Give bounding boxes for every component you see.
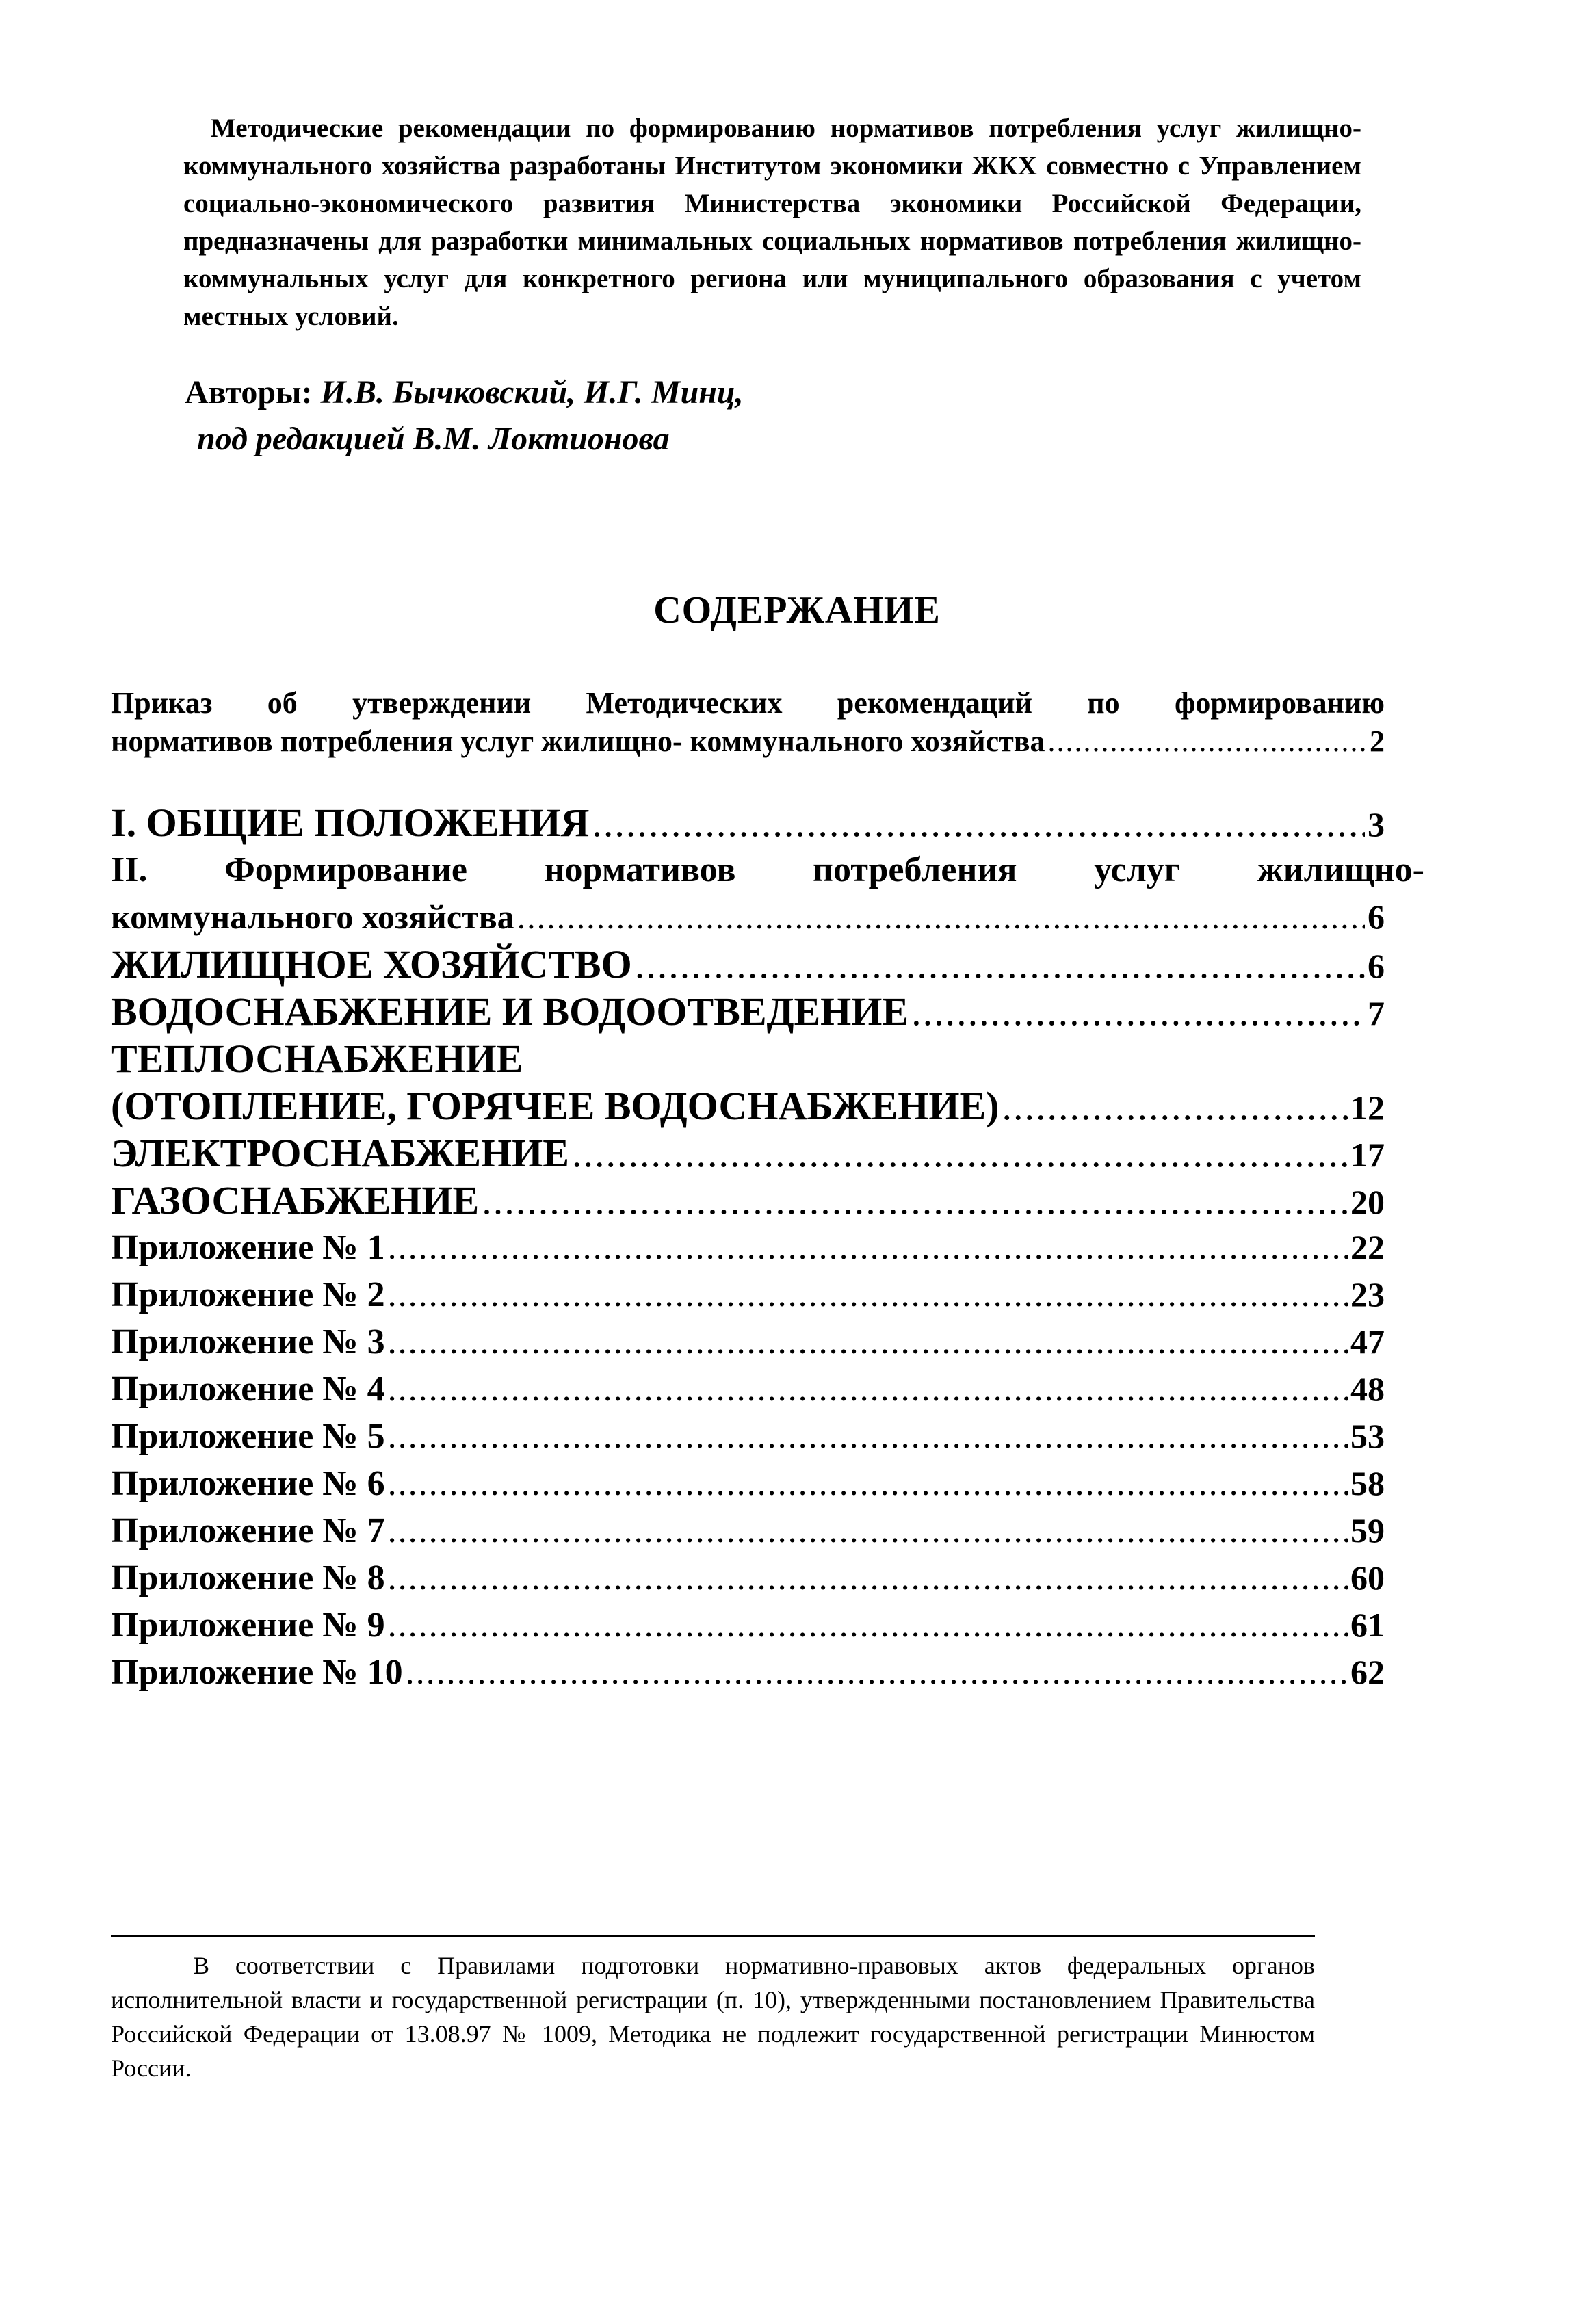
toc-order-page: 2 <box>1370 724 1385 758</box>
toc-entry[interactable] <box>111 1082 1385 1130</box>
leader-dots <box>635 941 1365 988</box>
toc-entry-page: 6 <box>1368 898 1385 936</box>
authors-label: Авторы: <box>185 374 313 410</box>
toc-appendix[interactable] <box>111 1318 1385 1366</box>
leader-dots <box>1002 1082 1348 1130</box>
leader-dots <box>388 1602 1348 1649</box>
toc-appendix[interactable] <box>111 1460 1385 1507</box>
toc-appendix[interactable] <box>111 1554 1385 1602</box>
toc-entry-page: 6 <box>1368 947 1385 985</box>
toc-appendix-page: 61 <box>1350 1606 1385 1644</box>
toc-order-word: рекомендаций <box>837 686 1032 720</box>
leader-dots <box>388 1413 1348 1460</box>
toc-appendix-page: 53 <box>1350 1417 1385 1455</box>
toc-section2-word: II. <box>111 850 148 889</box>
leader-dots <box>517 893 1365 941</box>
leader-dots <box>1047 722 1367 761</box>
toc-entry-page: 7 <box>1368 994 1385 1032</box>
toc-section2-line1[interactable] <box>111 846 1424 893</box>
toc-appendix-title: Приложение № 7 <box>111 1511 385 1550</box>
leader-dots <box>388 1224 1348 1271</box>
toc-order-word: Методических <box>586 686 783 720</box>
toc-appendix[interactable] <box>111 1366 1385 1413</box>
footnote: В соответствии с Правилами подготовки нормативно-правовых актов федеральных органов исполнительной власти и государственной регистрации (п. 10), утвержденными постановлением Правительства Российской Федерации от 13.08.97 № 1009, Методика не подлежит государственной регистрации Минюстом России. <box>111 1952 1315 2082</box>
toc-entry[interactable] <box>111 941 1385 988</box>
toc-appendix-title: Приложение № 10 <box>111 1653 403 1692</box>
leader-dots <box>388 1366 1348 1413</box>
toc-appendix-page: 58 <box>1350 1464 1385 1502</box>
toc-appendix[interactable] <box>111 1649 1385 1696</box>
authors-block <box>185 369 744 462</box>
toc-entry-title: I. ОБЩИЕ ПОЛОЖЕНИЯ <box>111 800 590 845</box>
toc-order-word: по <box>1087 686 1120 720</box>
toc-order-word: Приказ <box>111 686 213 720</box>
leader-dots <box>482 1177 1348 1224</box>
toc-entry-title: (ОТОПЛЕНИЕ, ГОРЯЧЕЕ ВОДОСНАБЖЕНИЕ) <box>111 1084 999 1128</box>
toc-section2-word: потребления <box>813 850 1017 889</box>
toc-appendix-title: Приложение № 1 <box>111 1228 385 1267</box>
toc-appendix-page: 23 <box>1350 1275 1385 1314</box>
toc-entry[interactable] <box>111 1177 1385 1224</box>
toc-appendix-title: Приложение № 6 <box>111 1464 385 1503</box>
leader-dots <box>388 1460 1348 1507</box>
toc-entry[interactable] <box>111 988 1385 1035</box>
toc-appendix[interactable] <box>111 1507 1385 1554</box>
authors-line <box>185 369 744 416</box>
toc-appendix-page: 59 <box>1350 1511 1385 1550</box>
toc-order-word: утверждении <box>352 686 532 720</box>
leader-dots <box>388 1554 1348 1602</box>
toc-appendix-page: 48 <box>1350 1370 1385 1408</box>
toc-entry-page: 3 <box>1368 805 1385 844</box>
toc-entry-title: ВОДОСНАБЖЕНИЕ И ВОДООТВЕДЕНИЕ <box>111 989 909 1034</box>
leader-dots <box>406 1649 1348 1696</box>
toc-section2-word: Формирование <box>224 850 467 889</box>
intro-paragraph: Методические рекомендации по формированию нормативов потребления услуг жилищно-коммунального хозяйства разработаны Институтом экономики ЖКХ совместно с Управлением социально-экономического развития Министерства экономики Российской Федерации, предназначены для разработки минимальных социальных нормативов потребления жилищно-коммунальных услуг для конкретного региона или муниципального образования с учетом местных условий. <box>183 114 1361 331</box>
toc-section2-word: услуг <box>1094 850 1181 889</box>
toc-appendix-title: Приложение № 9 <box>111 1606 385 1645</box>
leader-dots <box>911 988 1365 1035</box>
toc-section2-word: жилищно- <box>1257 850 1424 889</box>
toc-order-word: формированию <box>1174 686 1385 720</box>
toc-appendix-title: Приложение № 3 <box>111 1322 385 1361</box>
toc-appendix-title: Приложение № 4 <box>111 1370 385 1409</box>
toc-appendix-page: 62 <box>1350 1653 1385 1691</box>
toc-order-line1 <box>111 684 1385 722</box>
toc-section2-word: нормативов <box>544 850 736 889</box>
toc-entry[interactable] <box>111 893 1385 941</box>
toc-entry-title: ГАЗОСНАБЖЕНИЕ <box>111 1178 480 1223</box>
toc-order-line2 <box>111 722 1385 761</box>
toc-order-title: нормативов потребления услуг жилищно- коммунального хозяйства <box>111 724 1045 758</box>
toc-order-word: об <box>267 686 298 720</box>
toc-appendix-page: 47 <box>1350 1322 1385 1361</box>
toc-entry-title: коммунального хозяйства <box>111 898 514 936</box>
authors-names: И.В. Бычковский, И.Г. Минц, <box>320 374 744 410</box>
toc-order-entry[interactable] <box>111 684 1385 761</box>
toc-appendix-page: 22 <box>1350 1228 1385 1266</box>
toc-appendix[interactable] <box>111 1224 1385 1271</box>
toc-heading: СОДЕРЖАНИЕ <box>653 589 941 631</box>
leader-dots <box>388 1271 1348 1318</box>
toc-appendix-title: Приложение № 5 <box>111 1417 385 1456</box>
toc-entry-title: ЭЛЕКТРОСНАБЖЕНИЕ <box>111 1131 569 1175</box>
toc-heat-line1[interactable]: ТЕПЛОСНАБЖЕНИЕ <box>111 1036 523 1081</box>
toc-appendix-page: 60 <box>1350 1558 1385 1597</box>
table-of-contents <box>111 799 1424 1696</box>
toc-entry[interactable] <box>111 1130 1385 1177</box>
toc-appendix-title: Приложение № 8 <box>111 1558 385 1597</box>
toc-appendix[interactable] <box>111 1413 1385 1460</box>
leader-dots <box>388 1318 1348 1366</box>
leader-dots <box>592 799 1365 846</box>
toc-appendix[interactable] <box>111 1271 1385 1318</box>
toc-entry[interactable] <box>111 799 1385 846</box>
footnote-divider <box>111 1935 1315 1937</box>
authors-editor: под редакцией В.М. Локтионова <box>197 421 670 457</box>
leader-dots <box>388 1507 1348 1554</box>
toc-appendix[interactable] <box>111 1602 1385 1649</box>
toc-entry-page: 20 <box>1350 1183 1385 1221</box>
leader-dots <box>572 1130 1348 1177</box>
toc-appendix-title: Приложение № 2 <box>111 1275 385 1314</box>
toc-entry-page: 17 <box>1350 1136 1385 1174</box>
toc-entry-title: ЖИЛИЩНОЕ ХОЗЯЙСТВО <box>111 942 632 987</box>
toc-entry-page: 12 <box>1350 1088 1385 1127</box>
